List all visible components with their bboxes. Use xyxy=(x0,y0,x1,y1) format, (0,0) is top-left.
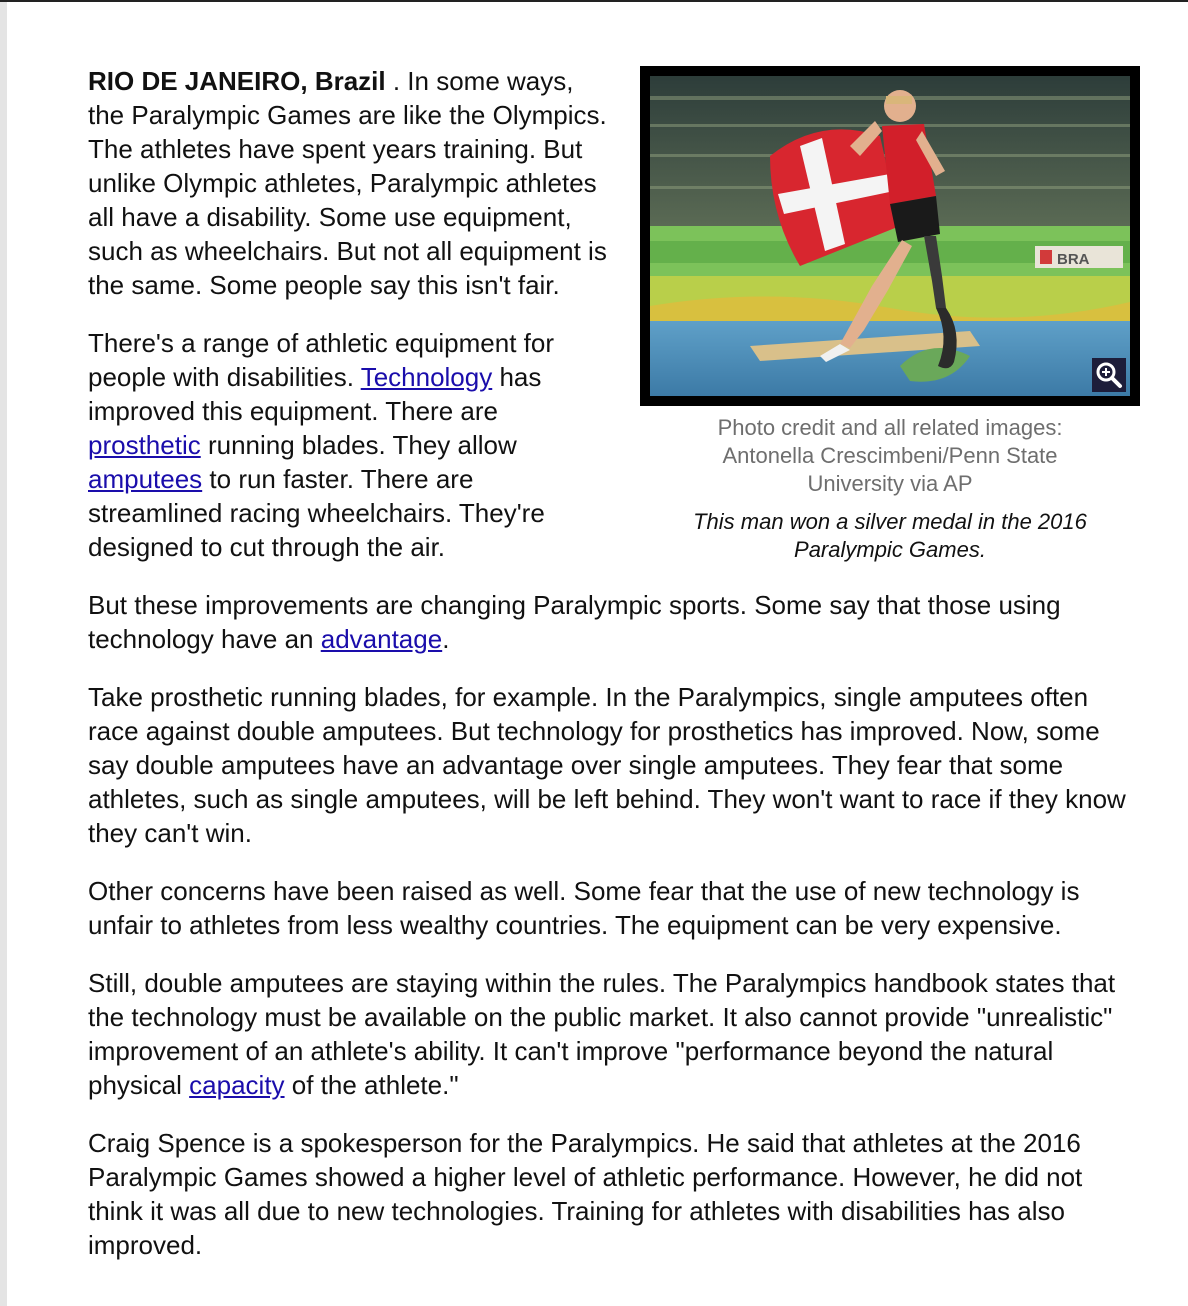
paragraph-7: Craig Spence is a spokesperson for the Paralympics. He said that athletes at the 2016 Paralympic Games showed a higher level of athletic performance. However, he did not think it was all due to new technologies. Training for athletes with disabilities has also improved. xyxy=(88,1128,1083,1260)
photo-credit: Photo credit and all related images: Antonella Crescimbeni/Penn State University via AP xyxy=(717,415,1063,496)
paragraph-6-text-a: Still, double amputees are staying within the rules. The Paralympics handbook states that the technology must be available on the public market. It also cannot provide "unrealistic" improvement of an athlete's ability. It can't improve "performance beyond the natural physical xyxy=(88,968,1116,1100)
advantage-link[interactable]: advantage xyxy=(320,624,443,654)
left-scroll-gutter xyxy=(0,2,7,1306)
athlete-photo xyxy=(650,76,1130,396)
paragraph-2-text-c: running blades. They allow xyxy=(200,430,517,460)
photo-frame[interactable] xyxy=(640,66,1140,406)
amputees-link[interactable]: amputees xyxy=(88,464,203,494)
paragraph-6 xyxy=(88,966,1130,1102)
paragraph-4: Take prosthetic running blades, for example. In the Paralympics, single amputees often race against double amputees. But technology for prosthetics has improved. Now, some say double amputees have an advantage over single amputees. They fear that some athletes, such as single amputees, will be left behind. They won't want to race if they know they can't win. xyxy=(88,682,1126,848)
bra-sign-text: BRA xyxy=(1057,251,1090,268)
prosthetic-link[interactable]: prosthetic xyxy=(88,430,201,460)
dateline: RIO DE JANEIRO, Brazil xyxy=(88,66,386,96)
paragraph-2-text-b: has improved this equipment. There are xyxy=(88,362,542,426)
paragraph-6-text-b: of the athlete." xyxy=(284,1070,459,1100)
paragraph-2-text-a: There's a range of athletic equipment for people with disabilities. xyxy=(88,328,555,392)
paragraph-2-text-d: to run faster. There are streamlined racing wheelchairs. They're designed to cut through the air. xyxy=(88,464,545,562)
zoom-in-icon xyxy=(1092,358,1126,392)
article-body xyxy=(88,64,1130,1286)
paragraph-3 xyxy=(88,588,1130,656)
paragraph-3-text-a: But these improvements are changing Paralympic sports. Some say that those using technology have an xyxy=(88,590,1061,654)
technology-link[interactable]: Technology xyxy=(360,362,493,392)
capacity-link[interactable]: capacity xyxy=(189,1070,285,1100)
paragraph-1-text: . In some ways, the Paralympic Games are like the Olympics. The athletes have spent years training. But unlike Olympic athletes, Paralympic athletes all have a disability. Some use equipment, such as wheelchairs. But not all equipment is the same. Some people say this isn't fair. xyxy=(88,66,607,300)
paragraph-5: Other concerns have been raised as well. Some fear that the use of new technology is unfair to athletes from less wealthy countries. The equipment can be very expensive. xyxy=(88,876,1080,940)
figure-caption xyxy=(640,406,1140,564)
zoom-button[interactable] xyxy=(1092,358,1126,392)
article-figure xyxy=(640,66,1140,564)
top-border xyxy=(0,0,1188,2)
caption-text: This man won a silver medal in the 2016 Paralympic Games. xyxy=(693,509,1087,562)
paragraph-3-text-b: . xyxy=(442,624,450,654)
